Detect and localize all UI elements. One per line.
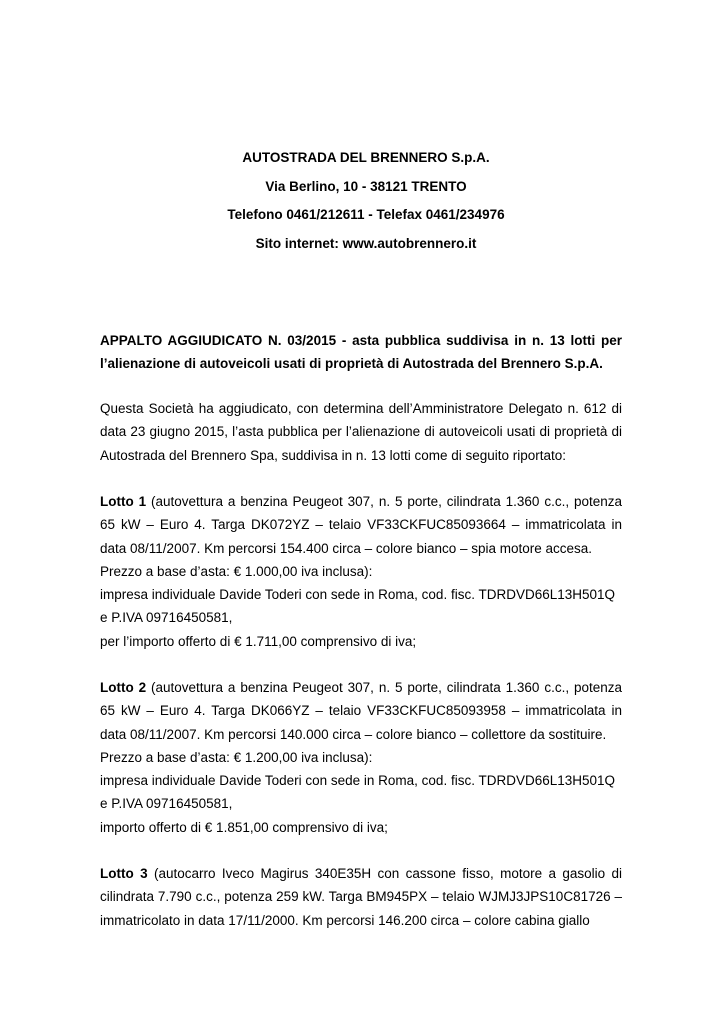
lot-3-description-paragraph — [100, 862, 622, 932]
lot-2-description-paragraph — [100, 676, 622, 746]
lot-3-section — [100, 862, 622, 932]
lot-2-offer: importo offerto di € 1.851,00 comprensivo di iva; — [100, 819, 388, 835]
lot-2-base-price: Prezzo a base d’asta: € 1.200,00 iva inclusa): — [100, 749, 373, 765]
lot-1-section — [100, 490, 622, 653]
lot-2-section — [100, 676, 622, 839]
company-website: Sito internet: www.autobrennero.it — [255, 235, 477, 251]
document-title: APPALTO AGGIUDICATO N. 03/2015 - asta pubblica suddivisa in n. 13 lotti per l’alienazione di autoveicoli usati di proprietà di Autostrada del Brennero S.p.A. — [100, 333, 622, 372]
lot-2-vat: e P.IVA 09716450581, — [100, 796, 233, 812]
company-phone: Telefono 0461/212611 - Telefax 0461/234976 — [227, 207, 505, 222]
lot-3-label: Lotto 3 — [100, 866, 148, 881]
company-name: AUTOSTRADA DEL BRENNERO S.p.A. — [242, 150, 490, 165]
company-address: Via Berlino, 10 - 38121 TRENTO — [265, 178, 467, 194]
lot-1-offer: per l’importo offerto di € 1.711,00 comprensivo di iva; — [100, 633, 417, 649]
lot-2-winner: impresa individuale Davide Toderi con sede in Roma, cod. fisc. TDRDVD66L13H501Q — [100, 773, 616, 789]
intro-paragraph: Questa Società ha aggiudicato, con determina dell’Amministratore Delegato n. 612 di data 23 giugno 2015, l’asta pubblica per l’alienazione di autoveicoli usati di proprietà di Autostrada del Brennero Spa, suddivisa in n. 13 lotti come di seguito riportato: — [100, 401, 622, 463]
lot-1-vat: e P.IVA 09716450581, — [100, 610, 233, 626]
company-header — [100, 144, 632, 258]
lot-1-description: (autovettura a benzina Peugeot 307, n. 5 porte, cilindrata 1.360 c.c., potenza 65 kW – Euro 4. Targa DK072YZ – telaio VF33CKFUC85093664 – immatricolata in data 08/11/2007. Km percorsi 154.400 circa – colore bianco – spia motore accesa. — [100, 494, 622, 556]
lot-1-base-price: Prezzo a base d’asta: € 1.000,00 iva inclusa): — [100, 563, 373, 579]
lot-2-description: (autovettura a benzina Peugeot 307, n. 5 porte, cilindrata 1.360 c.c., potenza 65 kW – Euro 4. Targa DK066YZ – telaio VF33CKFUC85093958 – immatricolata in data 08/11/2007. Km percorsi 140.000 circa – colore bianco – collettore da sostituire. — [100, 680, 622, 742]
lot-1-winner: impresa individuale Davide Toderi con sede in Roma, cod. fisc. TDRDVD66L13H501Q — [100, 587, 616, 603]
lot-1-label: Lotto 1 — [100, 494, 147, 509]
lot-1-description-paragraph — [100, 490, 622, 560]
lot-2-label: Lotto 2 — [100, 680, 147, 695]
lot-3-description: (autocarro Iveco Magirus 340E35H con cassone fisso, motore a gasolio di cilindrata 7.790 c.c., potenza 259 kW. Targa BM945PX – telaio WJMJ3JPS10C81726 – immatricolato in data 17/11/2000. Km percorsi 146.200 circa – colore cabina giallo — [100, 866, 623, 928]
